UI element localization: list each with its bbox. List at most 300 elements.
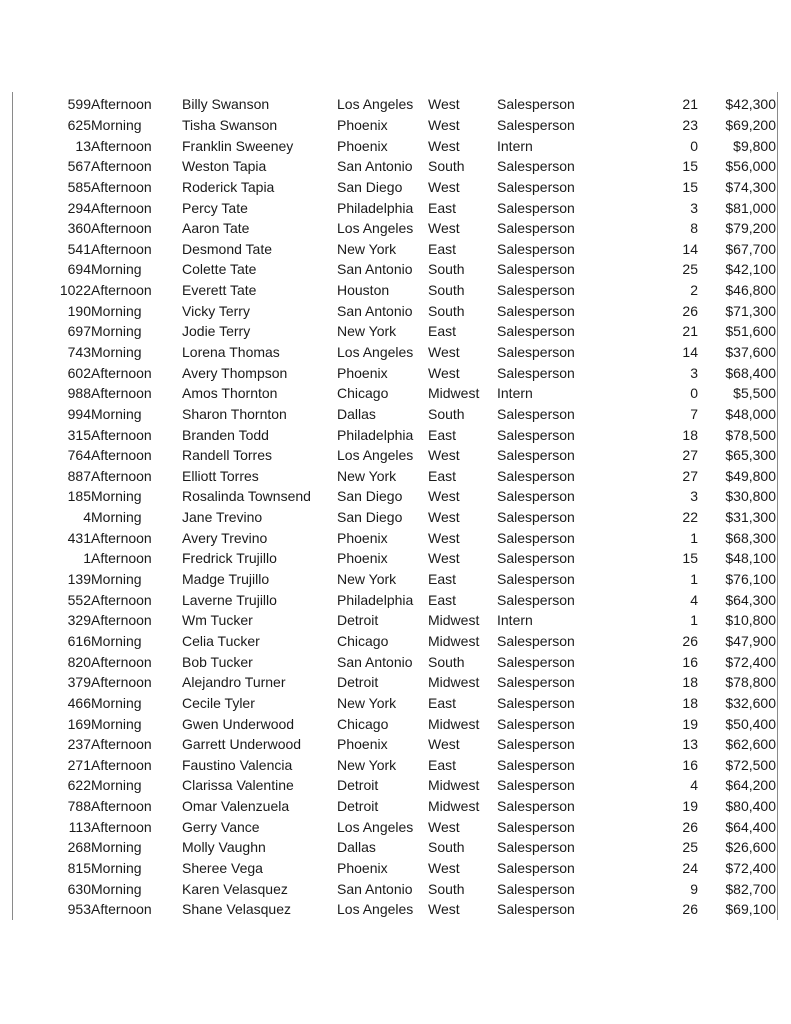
city-cell: New York [337, 467, 397, 484]
employee-name-cell: Colette Tate [182, 261, 257, 278]
salary-cell: $72,400 [725, 653, 776, 670]
employee-id-cell: 315 [67, 426, 91, 443]
employee-id-cell: 820 [67, 653, 91, 670]
region-cell: West [428, 860, 460, 877]
job-title-cell: Salesperson [497, 199, 575, 216]
job-title-cell: Salesperson [497, 344, 575, 360]
salary-cell: $78,500 [725, 426, 776, 443]
salary-cell: $68,400 [725, 364, 776, 381]
employee-id-cell: 953 [67, 901, 91, 918]
salary-cell: $78,800 [725, 674, 776, 691]
region-cell: West [428, 344, 460, 360]
city-cell: Chicago [337, 632, 389, 649]
table-row [14, 713, 776, 734]
employee-id-cell: 13 [75, 137, 91, 154]
employee-id-cell: 994 [67, 405, 91, 422]
table-row [14, 693, 776, 714]
salary-cell: $48,100 [725, 550, 776, 567]
shift-cell: Afternoon [91, 529, 152, 546]
shift-cell: Morning [91, 509, 142, 526]
employee-name-cell: Aaron Tate [182, 220, 250, 237]
employee-id-cell: 541 [67, 240, 91, 257]
job-title-cell: Intern [497, 385, 533, 402]
city-cell: Phoenix [337, 736, 388, 753]
job-title-cell: Salesperson [497, 488, 575, 505]
city-cell: Los Angeles [337, 96, 414, 113]
region-cell: East [428, 694, 457, 711]
region-cell: South [428, 302, 465, 319]
employee-id-cell: 294 [67, 199, 91, 216]
city-cell: San Diego [337, 509, 403, 526]
salary-cell: $47,900 [725, 632, 776, 649]
shift-cell: Afternoon [91, 178, 152, 195]
table-row [14, 610, 776, 631]
region-cell: South [428, 282, 465, 299]
salary-cell: $62,600 [725, 736, 776, 753]
shift-cell: Morning [91, 488, 142, 505]
shift-cell: Afternoon [91, 674, 152, 691]
job-title-cell: Salesperson [497, 653, 575, 670]
employee-name-cell: Roderick Tapia [182, 178, 275, 195]
shift-cell: Afternoon [91, 426, 152, 443]
employee-id-cell: 694 [67, 261, 91, 278]
salary-cell: $65,300 [725, 447, 776, 464]
employee-name-cell: Clarissa Valentine [182, 777, 294, 794]
region-cell: West [428, 447, 460, 464]
city-cell: Phoenix [337, 550, 388, 567]
job-title-cell: Salesperson [497, 96, 575, 113]
job-title-cell: Salesperson [497, 674, 575, 691]
region-cell: East [428, 426, 457, 443]
employee-name-cell: Franklin Sweeney [182, 137, 294, 154]
job-title-cell: Salesperson [497, 632, 575, 649]
table-row [14, 362, 776, 383]
employee-name-cell: Karen Velasquez [182, 880, 288, 897]
city-cell: Detroit [337, 674, 379, 691]
region-cell: South [428, 405, 465, 422]
region-cell: South [428, 158, 465, 175]
job-title-cell: Salesperson [497, 302, 575, 319]
employee-name-cell: Randell Torres [182, 447, 273, 464]
city-cell: San Antonio [337, 261, 413, 278]
employee-id-cell: 329 [67, 612, 91, 629]
years-cell: 13 [682, 736, 698, 753]
region-cell: West [428, 96, 460, 113]
shift-cell: Afternoon [91, 591, 152, 608]
years-cell: 16 [682, 653, 698, 670]
employee-name-cell: Jodie Terry [182, 323, 251, 340]
salary-cell: $69,200 [725, 116, 776, 133]
region-cell: East [428, 591, 457, 608]
job-title-cell: Salesperson [497, 405, 575, 422]
years-cell: 19 [682, 715, 698, 732]
years-cell: 16 [682, 756, 698, 773]
shift-cell: Afternoon [91, 901, 152, 918]
city-cell: Phoenix [337, 137, 388, 154]
city-cell: Phoenix [337, 116, 388, 133]
employee-id-cell: 4 [83, 509, 91, 526]
employee-name-cell: Celia Tucker [182, 632, 260, 649]
table-row [14, 300, 776, 321]
city-cell: Detroit [337, 612, 379, 629]
city-cell: Los Angeles [337, 220, 414, 237]
employee-name-cell: Gwen Underwood [182, 715, 295, 732]
table-row [14, 135, 776, 156]
job-title-cell: Salesperson [497, 158, 575, 175]
years-cell: 27 [682, 447, 698, 464]
job-title-cell: Salesperson [497, 282, 575, 299]
job-title-cell: Salesperson [497, 736, 575, 753]
employee-name-cell: Gerry Vance [182, 818, 260, 835]
table-row [14, 218, 776, 239]
job-title-cell: Salesperson [497, 550, 575, 567]
salary-cell: $80,400 [725, 798, 776, 815]
employee-id-cell: 599 [67, 96, 91, 113]
shift-cell: Afternoon [91, 736, 152, 753]
salary-cell: $82,700 [725, 880, 776, 897]
table-row [14, 899, 776, 920]
region-cell: West [428, 137, 460, 154]
employee-name-cell: Avery Trevino [182, 529, 268, 546]
years-cell: 14 [682, 240, 698, 257]
table-row [14, 115, 776, 136]
table-row [14, 342, 776, 363]
shift-cell: Morning [91, 777, 142, 794]
employee-id-cell: 743 [67, 344, 91, 360]
salary-cell: $37,600 [725, 344, 776, 360]
employee-id-cell: 788 [67, 798, 91, 815]
years-cell: 3 [690, 199, 698, 216]
table-row [14, 486, 776, 507]
table-row [14, 197, 776, 218]
salary-cell: $56,000 [725, 158, 776, 175]
shift-cell: Afternoon [91, 240, 152, 257]
city-cell: New York [337, 694, 397, 711]
employee-name-cell: Fredrick Trujillo [182, 550, 277, 567]
job-title-cell: Salesperson [497, 240, 575, 257]
employee-name-cell: Elliott Torres [182, 467, 259, 484]
salary-cell: $68,300 [725, 529, 776, 546]
job-title-cell: Salesperson [497, 529, 575, 546]
table-row [14, 796, 776, 817]
job-title-cell: Salesperson [497, 860, 575, 877]
region-cell: South [428, 839, 465, 856]
salary-cell: $50,400 [725, 715, 776, 732]
city-cell: San Antonio [337, 158, 413, 175]
employee-id-cell: 113 [68, 818, 91, 835]
city-cell: Philadelphia [337, 199, 414, 216]
employee-id-cell: 360 [67, 220, 91, 237]
employee-name-cell: Alejandro Turner [182, 674, 286, 691]
city-cell: New York [337, 323, 397, 340]
job-title-cell: Salesperson [497, 447, 575, 464]
shift-cell: Afternoon [91, 612, 152, 629]
table-row [14, 816, 776, 837]
years-cell: 22 [682, 509, 698, 526]
region-cell: West [428, 220, 460, 237]
employee-name-cell: Madge Trujillo [182, 571, 270, 588]
table-row [14, 755, 776, 776]
years-cell: 9 [690, 880, 698, 897]
city-cell: Chicago [337, 385, 389, 402]
job-title-cell: Salesperson [497, 323, 575, 340]
years-cell: 1 [690, 612, 698, 629]
shift-cell: Afternoon [91, 653, 152, 670]
job-title-cell: Salesperson [497, 839, 575, 856]
job-title-cell: Salesperson [497, 880, 575, 897]
years-cell: 7 [690, 405, 698, 422]
employee-id-cell: 237 [67, 736, 91, 753]
salary-cell: $81,000 [725, 199, 776, 216]
years-cell: 18 [682, 426, 698, 443]
employee-id-cell: 169 [67, 715, 91, 732]
employee-id-cell: 185 [67, 488, 91, 505]
region-cell: West [428, 529, 460, 546]
right-border-line [777, 92, 778, 920]
shift-cell: Morning [91, 632, 142, 649]
employee-id-cell: 602 [67, 364, 91, 381]
job-title-cell: Salesperson [497, 116, 575, 133]
table-row [14, 383, 776, 404]
salary-cell: $64,200 [725, 777, 776, 794]
employee-id-cell: 622 [67, 777, 91, 794]
shift-cell: Morning [91, 694, 142, 711]
job-title-cell: Salesperson [497, 818, 575, 835]
city-cell: Houston [337, 282, 390, 299]
table-row [14, 424, 776, 445]
city-cell: New York [337, 756, 397, 773]
salary-cell: $69,100 [725, 901, 776, 918]
years-cell: 26 [682, 901, 698, 918]
salary-cell: $67,700 [725, 240, 776, 257]
shift-cell: Afternoon [91, 364, 152, 381]
years-cell: 1 [690, 571, 698, 588]
table-row [14, 569, 776, 590]
job-title-cell: Salesperson [497, 756, 575, 773]
years-cell: 21 [682, 323, 698, 340]
shift-cell: Morning [91, 261, 142, 278]
employee-id-cell: 630 [67, 880, 91, 897]
salary-cell: $79,200 [725, 220, 776, 237]
years-cell: 27 [682, 467, 698, 484]
region-cell: Midwest [428, 612, 480, 629]
employee-id-cell: 616 [67, 632, 91, 649]
table-row [14, 775, 776, 796]
salary-cell: $10,800 [725, 612, 776, 629]
table-row [14, 878, 776, 899]
salary-cell: $26,600 [725, 839, 776, 856]
years-cell: 26 [682, 302, 698, 319]
employee-id-cell: 431 [67, 529, 91, 546]
region-cell: South [428, 261, 465, 278]
employee-name-cell: Weston Tapia [182, 158, 267, 175]
region-cell: West [428, 364, 460, 381]
salary-cell: $71,300 [725, 302, 776, 319]
job-title-cell: Salesperson [497, 426, 575, 443]
job-title-cell: Salesperson [497, 364, 575, 381]
years-cell: 8 [690, 220, 698, 237]
shift-cell: Morning [91, 405, 142, 422]
city-cell: Philadelphia [337, 591, 414, 608]
region-cell: East [428, 467, 457, 484]
city-cell: Phoenix [337, 860, 388, 877]
table-row [14, 734, 776, 755]
city-cell: Chicago [337, 715, 389, 732]
region-cell: Midwest [428, 632, 480, 649]
shift-cell: Morning [91, 860, 142, 877]
years-cell: 26 [682, 818, 698, 835]
region-cell: West [428, 818, 460, 835]
salary-cell: $31,300 [725, 509, 776, 526]
region-cell: West [428, 178, 460, 195]
region-cell: South [428, 653, 465, 670]
table-row [14, 507, 776, 528]
table-row [14, 259, 776, 280]
region-cell: Midwest [428, 674, 480, 691]
job-title-cell: Salesperson [497, 509, 575, 526]
employee-name-cell: Tisha Swanson [182, 116, 278, 133]
salary-cell: $72,500 [725, 756, 776, 773]
employee-table-body [14, 94, 776, 920]
table-row [14, 527, 776, 548]
employee-id-cell: 1022 [59, 282, 91, 299]
region-cell: East [428, 571, 457, 588]
years-cell: 15 [682, 178, 698, 195]
employee-id-cell: 988 [67, 385, 91, 402]
city-cell: Los Angeles [337, 818, 414, 835]
city-cell: Los Angeles [337, 447, 414, 464]
job-title-cell: Salesperson [497, 571, 575, 588]
job-title-cell: Intern [497, 137, 533, 154]
shift-cell: Afternoon [91, 199, 152, 216]
years-cell: 23 [682, 116, 698, 133]
employee-id-cell: 190 [67, 302, 91, 319]
city-cell: Los Angeles [337, 344, 414, 360]
table-row [14, 631, 776, 652]
employee-id-cell: 815 [67, 860, 91, 877]
city-cell: Los Angeles [337, 901, 414, 918]
table-row [14, 672, 776, 693]
city-cell: Detroit [337, 798, 379, 815]
job-title-cell: Salesperson [497, 220, 575, 237]
city-cell: New York [337, 240, 397, 257]
table-row [14, 404, 776, 425]
employee-name-cell: Lorena Thomas [182, 344, 280, 360]
job-title-cell: Salesperson [497, 901, 575, 918]
employee-name-cell: Jane Trevino [182, 509, 263, 526]
employee-name-cell: Bob Tucker [182, 653, 253, 670]
city-cell: New York [337, 571, 397, 588]
region-cell: Midwest [428, 715, 480, 732]
job-title-cell: Intern [497, 612, 533, 629]
employee-name-cell: Garrett Underwood [182, 736, 302, 753]
employee-id-cell: 585 [67, 178, 91, 195]
salary-cell: $30,800 [725, 488, 776, 505]
salary-cell: $72,400 [725, 860, 776, 877]
shift-cell: Morning [91, 302, 142, 319]
region-cell: West [428, 509, 460, 526]
employee-name-cell: Rosalinda Townsend [182, 488, 311, 505]
employee-id-cell: 466 [67, 694, 91, 711]
salary-cell: $5,500 [733, 385, 776, 402]
table-row [14, 177, 776, 198]
shift-cell: Afternoon [91, 467, 152, 484]
employee-name-cell: Branden Todd [182, 426, 269, 443]
employee-id-cell: 764 [67, 447, 91, 464]
salary-cell: $46,800 [725, 282, 776, 299]
employee-name-cell: Shane Velasquez [182, 901, 291, 918]
table-row [14, 466, 776, 487]
table-row [14, 321, 776, 342]
employee-id-cell: 139 [67, 571, 91, 588]
region-cell: West [428, 116, 460, 133]
shift-cell: Morning [91, 344, 142, 360]
city-cell: San Diego [337, 488, 403, 505]
city-cell: San Diego [337, 178, 403, 195]
employee-name-cell: Faustino Valencia [182, 756, 293, 773]
employee-name-cell: Amos Thornton [182, 385, 278, 402]
years-cell: 3 [690, 488, 698, 505]
shift-cell: Morning [91, 715, 142, 732]
table-row [14, 858, 776, 879]
salary-cell: $76,100 [725, 571, 776, 588]
region-cell: West [428, 736, 460, 753]
employee-name-cell: Omar Valenzuela [182, 798, 290, 815]
employee-name-cell: Vicky Terry [182, 302, 250, 319]
left-border-line [12, 92, 13, 920]
salary-cell: $32,600 [725, 694, 776, 711]
table-row [14, 238, 776, 259]
salary-cell: $42,100 [725, 261, 776, 278]
job-title-cell: Salesperson [497, 715, 575, 732]
employee-name-cell: Molly Vaughn [182, 839, 266, 856]
job-title-cell: Salesperson [497, 777, 575, 794]
shift-cell: Afternoon [91, 447, 152, 464]
job-title-cell: Salesperson [497, 261, 575, 278]
table-row [14, 548, 776, 569]
job-title-cell: Salesperson [497, 467, 575, 484]
salary-cell: $49,800 [725, 467, 776, 484]
region-cell: West [428, 901, 460, 918]
table-row [14, 651, 776, 672]
salary-cell: $74,300 [725, 178, 776, 195]
years-cell: 18 [682, 674, 698, 691]
shift-cell: Morning [91, 116, 142, 133]
city-cell: Phoenix [337, 364, 388, 381]
job-title-cell: Salesperson [497, 798, 575, 815]
employee-id-cell: 552 [67, 591, 91, 608]
region-cell: South [428, 880, 465, 897]
region-cell: East [428, 323, 457, 340]
shift-cell: Afternoon [91, 550, 152, 567]
years-cell: 25 [682, 261, 698, 278]
table-row [14, 589, 776, 610]
salary-cell: $48,000 [725, 405, 776, 422]
employee-name-cell: Everett Tate [182, 282, 257, 299]
years-cell: 24 [682, 860, 698, 877]
employee-name-cell: Desmond Tate [182, 240, 273, 257]
salary-cell: $64,400 [725, 818, 776, 835]
years-cell: 4 [690, 777, 698, 794]
salary-cell: $64,300 [725, 591, 776, 608]
years-cell: 18 [682, 694, 698, 711]
employee-name-cell: Percy Tate [182, 199, 248, 216]
region-cell: Midwest [428, 777, 480, 794]
region-cell: Midwest [428, 385, 480, 402]
table-row [14, 94, 776, 115]
table-row [14, 837, 776, 858]
employee-id-cell: 697 [67, 323, 91, 340]
